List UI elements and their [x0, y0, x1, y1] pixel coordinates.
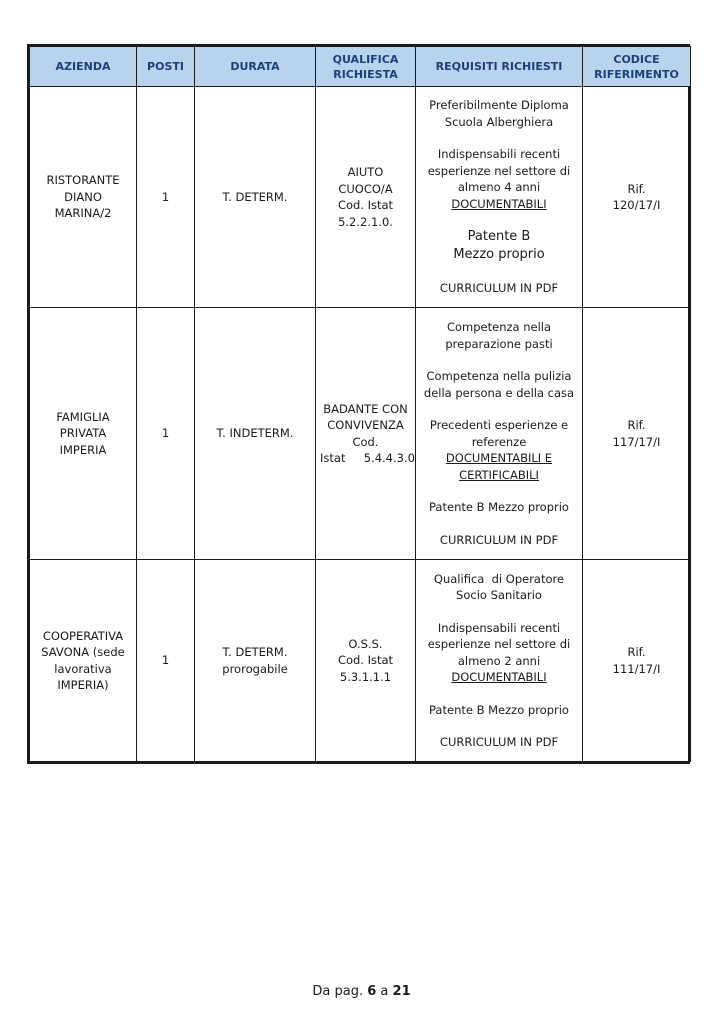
- requisito-line: esperienze nel settore di: [427, 163, 571, 178]
- table-row: [30, 308, 691, 560]
- requisito-line: Competenza nella pulizia: [426, 369, 572, 383]
- cell-durata: [195, 560, 316, 762]
- azienda-line: COOPERATIVA: [42, 628, 124, 643]
- cell-azienda: [30, 308, 137, 560]
- cell-durata: [195, 87, 316, 308]
- requisito-line: Indispensabili recenti: [437, 620, 561, 635]
- azienda-line: DIANO: [64, 189, 102, 204]
- requisito-line: Patente B Mezzo proprio: [429, 500, 569, 514]
- requisito-line: Patente B Mezzo proprio: [429, 702, 569, 717]
- azienda-line: IMPERIA: [59, 442, 107, 457]
- durata-line: T. DETERM.: [222, 645, 288, 659]
- cell-requisiti: [416, 87, 583, 308]
- requisito-line: esperienze nel settore di: [427, 637, 571, 651]
- cell-posti: 1: [137, 308, 195, 560]
- requisito-curriculum: CURRICULUM IN PDF: [439, 735, 559, 749]
- codice-line: Rif.: [627, 645, 646, 659]
- header-qualifica-line2: RICHIESTA: [333, 67, 398, 81]
- footer-page-number: 6: [367, 984, 377, 999]
- header-qualifica-line1: QUALIFICA: [332, 52, 399, 66]
- requisito-line: preparazione pasti: [445, 336, 553, 351]
- azienda-line: RISTORANTE: [46, 173, 120, 188]
- qualifica-line: CUOCO/A: [338, 181, 393, 196]
- qualifica-line: BADANTE CON: [323, 401, 408, 416]
- requisito-line: Scuola Alberghiera: [444, 114, 554, 129]
- requisito-underlined: DOCUMENTABILI E: [445, 451, 553, 465]
- azienda-line: MARINA/2: [54, 206, 112, 221]
- requisito-curriculum: CURRICULUM IN PDF: [439, 532, 559, 547]
- job-offers-table: [29, 46, 691, 762]
- table-row: [30, 87, 691, 308]
- requisito-line: Mezzo proprio: [453, 247, 545, 263]
- azienda-line: IMPERIA): [57, 678, 109, 692]
- codice-line: 117/17/I: [612, 434, 661, 449]
- qualifica-line: Cod. Istat: [337, 653, 394, 668]
- cell-durata: [195, 308, 316, 560]
- requisito-line: almeno 4 anni: [457, 180, 541, 195]
- footer-total-pages: 21: [392, 984, 411, 999]
- table-header-row: [30, 47, 691, 87]
- qualifica-line: AIUTO: [347, 165, 384, 179]
- table-row: [30, 560, 691, 762]
- durata-line: prorogabile: [222, 661, 288, 676]
- qualifica-line: Cod. Istat: [337, 198, 394, 212]
- cell-azienda: [30, 87, 137, 308]
- azienda-line: PRIVATA: [59, 426, 107, 441]
- azienda-line: SAVONA (sede: [41, 645, 125, 659]
- cell-codice: [583, 308, 691, 560]
- cell-qualifica: [316, 87, 416, 308]
- header-durata: DURATA: [195, 47, 316, 87]
- requisito-underlined: DOCUMENTABILI: [451, 196, 547, 211]
- cell-requisiti: [416, 560, 583, 762]
- qualifica-line: CONVIVENZA: [327, 418, 404, 432]
- codice-line: Rif.: [627, 181, 646, 196]
- requisito-line: Competenza nella: [446, 320, 552, 334]
- qualifica-line: 5.3.1.1.1: [339, 669, 392, 684]
- footer-prefix: Da pag.: [312, 984, 364, 999]
- requisito-line: della persona e della casa: [423, 385, 575, 400]
- header-codice: [583, 47, 691, 87]
- qualifica-line: Istat 5.4.4.3.0: [320, 451, 415, 465]
- cell-requisiti: [416, 308, 583, 560]
- azienda-line: FAMIGLIA: [56, 409, 110, 424]
- qualifica-line: 5.2.2.1.0.: [338, 214, 393, 229]
- requisito-line: almeno 2 anni: [457, 653, 541, 668]
- cell-codice: [583, 87, 691, 308]
- page-footer: [0, 984, 723, 999]
- header-qualifica: [316, 47, 416, 87]
- cell-posti: 1: [137, 87, 195, 308]
- header-posti: POSTI: [137, 47, 195, 87]
- requisito-line: Precedenti esperienze e: [429, 418, 569, 432]
- requisito-line: Qualifica di Operatore: [433, 571, 565, 586]
- footer-separator: a: [380, 984, 389, 999]
- requisito-underlined: CERTIFICABILI: [459, 467, 539, 482]
- requisito-line: Indispensabili recenti: [437, 147, 561, 162]
- requisito-line: Preferibilmente Diploma: [429, 98, 569, 113]
- header-requisiti: REQUISITI RICHIESTI: [416, 47, 583, 87]
- job-offers-sheet: [27, 44, 690, 764]
- durata-line: T. DETERM.: [222, 189, 288, 204]
- requisito-line: Socio Sanitario: [456, 588, 542, 602]
- cell-azienda: [30, 560, 137, 762]
- header-codice-line1: CODICE: [613, 52, 660, 66]
- codice-line: 111/17/I: [612, 661, 661, 676]
- azienda-line: lavorativa: [54, 661, 112, 676]
- cell-codice: [583, 560, 691, 762]
- qualifica-line: Cod.: [352, 434, 379, 449]
- cell-qualifica: [316, 560, 416, 762]
- cell-posti: 1: [137, 560, 195, 762]
- requisito-line: referenze: [471, 434, 527, 449]
- codice-line: Rif.: [627, 418, 646, 432]
- durata-line: T. INDETERM.: [216, 426, 294, 441]
- requisito-line: Patente B: [467, 229, 531, 245]
- requisito-underlined: DOCUMENTABILI: [451, 670, 547, 684]
- requisito-curriculum: CURRICULUM IN PDF: [439, 281, 559, 296]
- header-azienda: AZIENDA: [30, 47, 137, 87]
- cell-qualifica: [316, 308, 416, 560]
- qualifica-line: O.S.S.: [348, 636, 383, 651]
- codice-line: 120/17/I: [612, 198, 661, 212]
- header-codice-line2: RIFERIMENTO: [594, 67, 679, 81]
